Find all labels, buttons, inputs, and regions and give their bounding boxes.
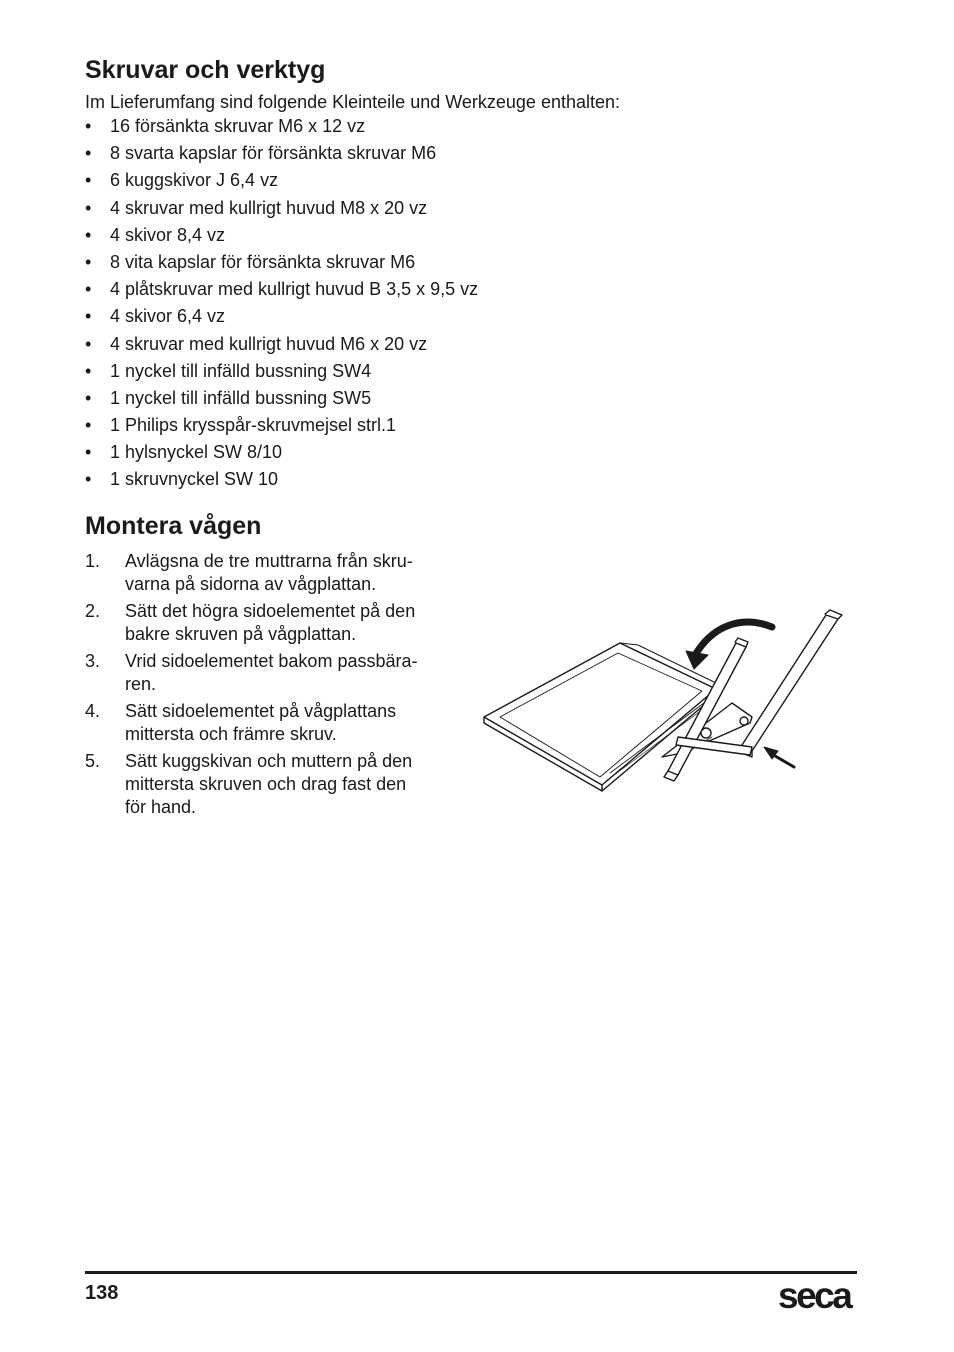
bullet-icon: •	[85, 224, 92, 245]
bullet-icon: •	[85, 197, 92, 218]
page-number: 138	[85, 1282, 119, 1304]
assembly-steps	[85, 550, 465, 823]
seca-logo-icon	[778, 1272, 858, 1312]
list-item: • 4 skruvar med kullrigt huvud M6 x 20 vz	[85, 333, 428, 354]
svg-text:seca: seca	[778, 1275, 851, 1312]
scale-assembly-illustration	[480, 605, 860, 810]
bullet-icon: •	[85, 415, 92, 436]
seca-logo	[778, 1272, 858, 1317]
step-item: 1. Avlägsna de tre muttrarna från skru- varna på sidorna av vågplattan.	[85, 551, 413, 594]
list-item: • 6 kuggskivor J 6,4 vz	[85, 170, 279, 191]
bullet-icon: •	[85, 442, 92, 463]
bullet-icon: •	[85, 360, 92, 381]
bullet-icon: •	[85, 143, 92, 164]
footer-divider	[85, 1271, 857, 1274]
step-item: 4. Sätt sidoelementet på vågplattans mittersta och främre skruv.	[85, 701, 397, 744]
step-number: 4.	[85, 701, 101, 721]
section-title-assemble-scale: Montera vågen	[85, 512, 262, 540]
list-item: • 1 nyckel till infälld bussning SW5	[85, 387, 372, 408]
step-item: 3. Vrid sidoelementet bakom passbära- ren.	[85, 651, 418, 694]
step-number: 2.	[85, 601, 101, 621]
section-title-screws-tools: Skruvar och verktyg	[85, 56, 326, 84]
list-item: • 8 svarta kapslar för försänkta skruvar M6	[85, 143, 437, 164]
list-item: • 1 nyckel till infälld bussning SW4	[85, 360, 372, 381]
step-item: 5. Sätt kuggskivan och muttern på den mittersta skruven och drag fast den för hand.	[85, 751, 413, 817]
bullet-icon: •	[85, 387, 92, 408]
list-item: • 4 plåtskruvar med kullrigt huvud B 3,5 x 9,5 vz	[85, 279, 479, 300]
bullet-icon: •	[85, 251, 92, 272]
bullet-icon: •	[85, 279, 92, 300]
list-item: • 8 vita kapslar för försänkta skruvar M6	[85, 251, 416, 272]
step-number: 5.	[85, 751, 101, 771]
list-item: • 4 skivor 8,4 vz	[85, 224, 226, 245]
step-item: 2. Sätt det högra sidoelementet på den bakre skruven på vågplattan.	[85, 601, 416, 644]
list-item: • 16 försänkta skruvar M6 x 12 vz	[85, 116, 366, 136]
list-item: • 1 Philips krysspår-skruvmejsel strl.1	[85, 415, 397, 436]
step-number: 1.	[85, 551, 101, 571]
list-item: • 1 hylsnyckel SW 8/10	[85, 442, 283, 463]
bullet-icon: •	[85, 306, 92, 327]
list-item: • 1 skruvnyckel SW 10	[85, 469, 279, 490]
bullet-icon: •	[85, 116, 92, 136]
intro-text: Im Lieferumfang sind folgende Kleinteile und Werkzeuge enthalten:	[85, 92, 621, 112]
bullet-icon: •	[85, 469, 92, 490]
bullet-icon: •	[85, 170, 92, 191]
list-item: • 4 skivor 6,4 vz	[85, 306, 226, 327]
parts-list	[85, 115, 478, 496]
step-number: 3.	[85, 651, 101, 671]
bullet-icon: •	[85, 333, 92, 354]
list-item: • 4 skruvar med kullrigt huvud M8 x 20 vz	[85, 197, 428, 218]
